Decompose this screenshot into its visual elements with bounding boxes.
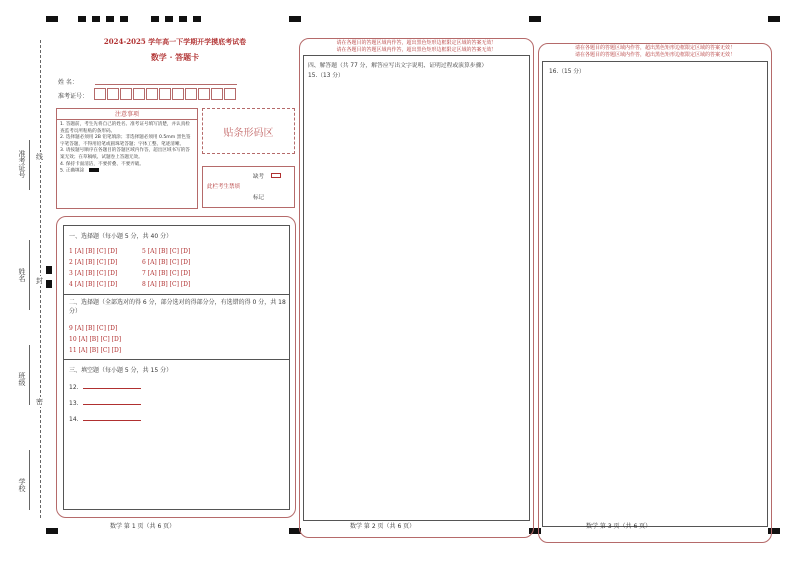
name-label: 姓 名： — [58, 79, 78, 86]
seal-line-char: 线 — [36, 153, 43, 161]
page2-warning-top: 请在各题目的答题区域内作答，超出黑色矩形边框限定区域的答案无效！ — [336, 40, 497, 46]
notice-item-row — [57, 168, 197, 175]
fill-sample-mark — [89, 168, 99, 172]
choice-row[interactable]: 8 [A] [B] [C] [D] — [142, 281, 191, 288]
choice-row[interactable]: 2 [A] [B] [C] [D] — [69, 259, 118, 266]
ticket-digit-box[interactable] — [172, 88, 184, 100]
ticket-digit-box[interactable] — [146, 88, 158, 100]
ticket-digit-box[interactable] — [185, 88, 197, 100]
absent-box — [202, 166, 295, 208]
registration-mark — [768, 16, 780, 22]
page1-footer: 数学 第 1 页（共 6 页） — [110, 523, 176, 530]
registration-mark — [529, 16, 541, 22]
choice-row[interactable]: 9 [A] [B] [C] [D] — [69, 325, 118, 332]
fill-blank-row[interactable] — [69, 383, 141, 391]
absent-label: 缺考 — [253, 174, 265, 180]
notice-item: 1. 答题前，考生先将自己的姓名、准考证号填写清楚，并认真检查监考员所粘贴的条形码。 — [60, 122, 190, 134]
section-divider — [64, 359, 289, 360]
notice-item: 3. 请按题号顺序在各题目的答题区域内作答，超出区域书写的答案无效；在草稿纸、试题卷上答题无效。 — [60, 148, 190, 160]
fill-blank-row[interactable] — [69, 415, 141, 423]
section-divider — [64, 294, 289, 295]
registration-mark — [193, 16, 201, 22]
barcode-label: 贴条形码区 — [223, 127, 274, 139]
registration-mark — [106, 16, 114, 22]
registration-mark — [289, 16, 301, 22]
registration-mark — [151, 16, 159, 22]
absent-note: 此栏考生禁填 — [207, 184, 241, 190]
section2-title: 二、选择题（全部选对的得 6 分，部分选对的得部分分，有选错的得 0 分，共 18 分） — [69, 299, 286, 315]
fill-blank-number: 12. — [69, 384, 79, 391]
section1-title: 一、选择题（每小题 5 分，共 40 分） — [69, 233, 173, 240]
page2-footer: 数学 第 2 页（共 6 页） — [350, 523, 416, 530]
registration-mark — [179, 16, 187, 22]
registration-mark — [78, 16, 86, 22]
notice-title: 注意事项 — [57, 109, 197, 120]
page1-answer-box — [63, 225, 290, 510]
ticket-digit-box[interactable] — [120, 88, 132, 100]
ticket-digit-box[interactable] — [211, 88, 223, 100]
ticket-digit-box[interactable] — [198, 88, 210, 100]
ticket-digit-box[interactable] — [107, 88, 119, 100]
name-field[interactable] — [95, 84, 237, 85]
choice-row[interactable]: 7 [A] [B] [C] [D] — [142, 270, 191, 277]
registration-mark — [46, 528, 58, 534]
section4-title: 四、解答题（共 77 分，解答应写出文字说明、证明过程或演算步骤） — [308, 63, 488, 69]
registration-mark — [46, 16, 58, 22]
registration-mark — [46, 266, 52, 274]
ticket-number-boxes[interactable] — [94, 88, 237, 100]
fill-blank-line[interactable] — [83, 415, 141, 421]
notice-item: 4. 保持卡面清洁，不要折叠、不要弄破。 — [60, 161, 144, 167]
page3-warning-top: 请在各题目的答题区域内作答，超出黑色矩形边框限定区域的答案无效！ — [574, 52, 735, 58]
fill-blank-number: 14. — [69, 416, 79, 423]
binding-label-name: 姓名 — [18, 268, 26, 282]
ticket-digit-box[interactable] — [133, 88, 145, 100]
choice-row[interactable]: 5 [A] [B] [C] [D] — [142, 248, 191, 255]
registration-mark — [120, 16, 128, 22]
fill-blank-line[interactable] — [83, 383, 141, 389]
page-subtitle: 数学 · 答题卡 — [150, 52, 200, 62]
choice-row[interactable]: 4 [A] [B] [C] [D] — [69, 281, 118, 288]
notice-item: 5. 正确填涂 — [60, 168, 85, 174]
binding-label-ticket: 准考证号 — [18, 150, 26, 178]
binding-underline — [29, 240, 30, 310]
seal-seal-char: 封 — [36, 277, 43, 285]
fill-blank-number: 13. — [69, 400, 79, 407]
absent-checkbox[interactable] — [271, 173, 281, 178]
choice-row[interactable]: 3 [A] [B] [C] [D] — [69, 270, 118, 277]
notice-box — [56, 108, 198, 209]
binding-underline — [29, 140, 30, 190]
question-16-label: 16.（15 分） — [549, 69, 585, 75]
registration-mark — [92, 16, 100, 22]
registration-mark — [46, 280, 52, 288]
ticket-label: 准考证号： — [58, 93, 89, 100]
absent-mark-label: 标记 — [253, 195, 265, 201]
ticket-digit-box[interactable] — [159, 88, 171, 100]
page2-answer-box[interactable] — [303, 55, 530, 521]
ticket-digit-box[interactable] — [224, 88, 236, 100]
binding-label-class: 班级 — [18, 372, 26, 386]
binding-label-school: 学校 — [18, 478, 26, 492]
question-15-label: 15.（13 分） — [308, 73, 344, 79]
section3-title: 三、填空题（每小题 5 分，共 15 分） — [69, 367, 173, 374]
choice-row[interactable]: 6 [A] [B] [C] [D] — [142, 259, 191, 266]
ticket-digit-box[interactable] — [94, 88, 106, 100]
page-title: 2024-2025 学年高一下学期开学摸底考试卷 — [103, 37, 247, 46]
seal-secret-char: 密 — [36, 398, 43, 406]
page3-answer-box[interactable] — [542, 61, 768, 527]
choice-row[interactable]: 10 [A] [B] [C] [D] — [69, 336, 122, 343]
barcode-area — [202, 108, 295, 154]
binding-underline — [29, 345, 30, 405]
registration-mark — [165, 16, 173, 22]
choice-row[interactable]: 11 [A] [B] [C] [D] — [69, 347, 122, 354]
notice-item: 2. 选择题必须用 2B 铅笔填涂；非选择题必须用 0.5mm 黑色签字笔答题，不得用铅笔或圆珠笔答题；字体工整、笔迹清晰。 — [60, 135, 191, 147]
fill-blank-row[interactable] — [69, 399, 141, 407]
fill-blank-line[interactable] — [83, 399, 141, 405]
page3-footer: 数学 第 3 页（共 6 页） — [586, 523, 652, 530]
page2-warning-top: 请在各题目的答题区域内作答，超出黑色矩形边框限定区域的答案无效！ — [336, 47, 497, 53]
page3-warning-top: 请在各题目的答题区域内作答，超出黑色矩形边框限定区域的答案无效！ — [574, 45, 735, 51]
binding-underline — [29, 450, 30, 510]
choice-row[interactable]: 1 [A] [B] [C] [D] — [69, 248, 118, 255]
